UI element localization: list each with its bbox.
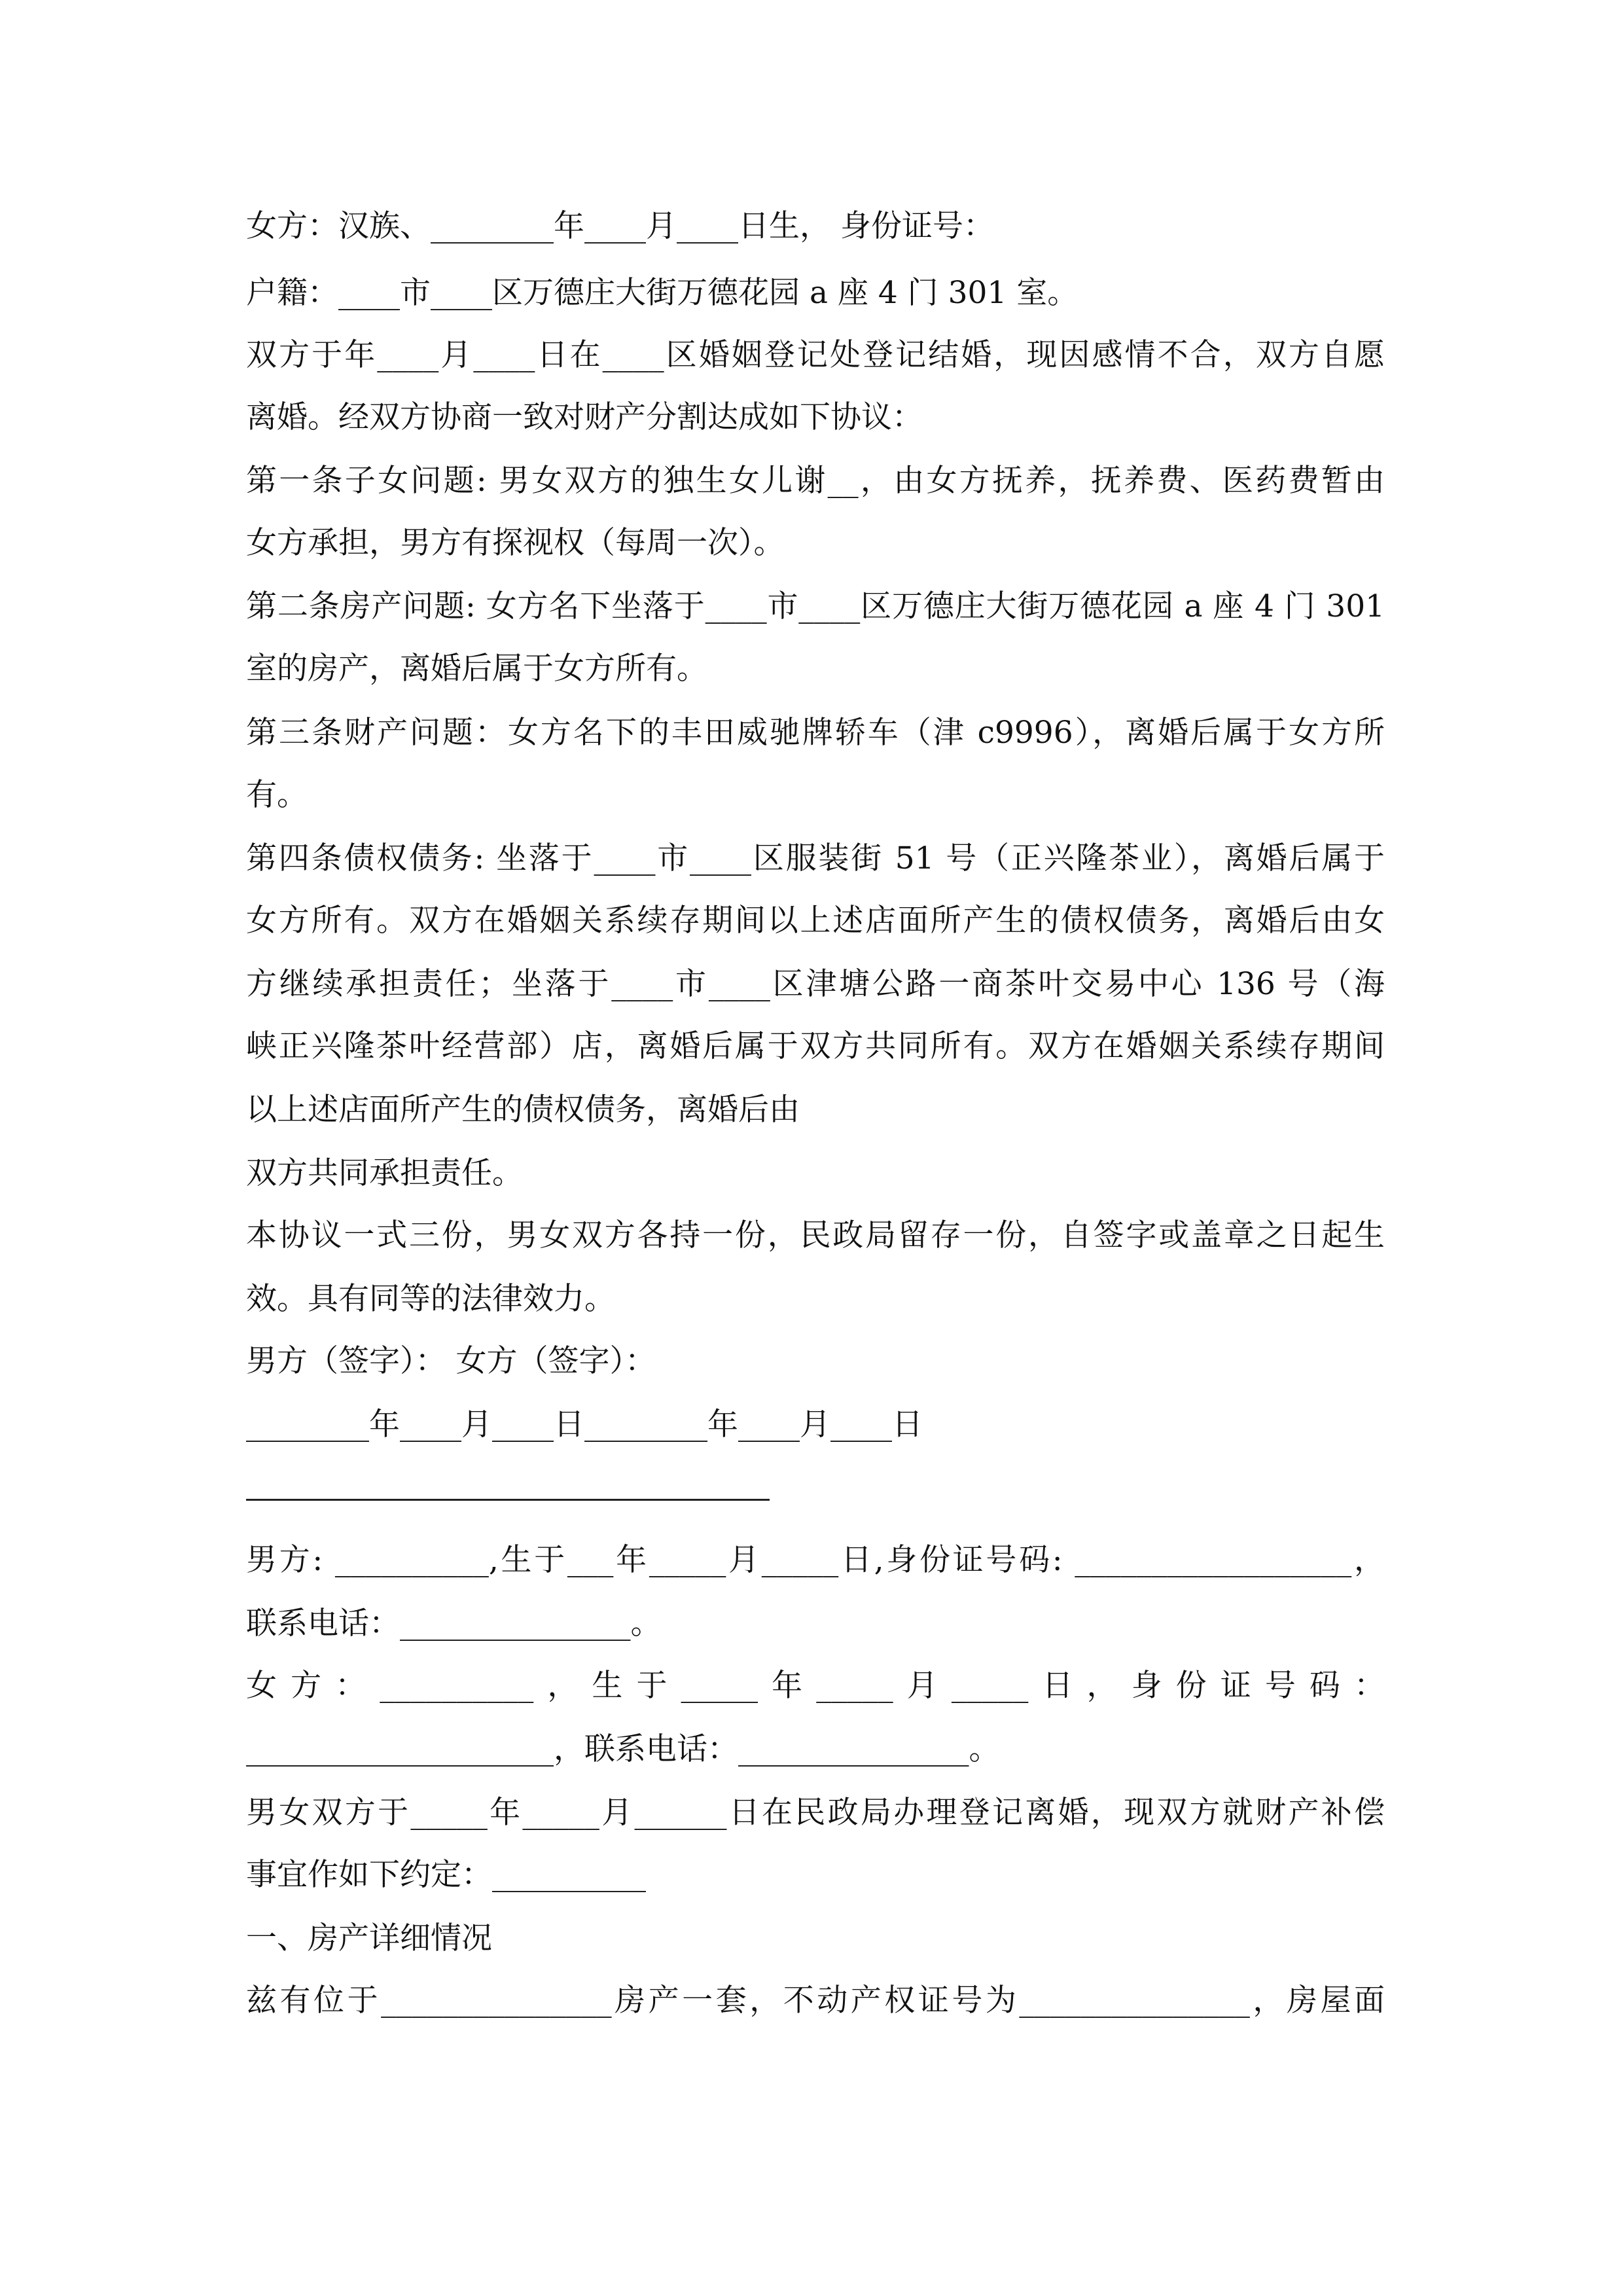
text-line-10: 有。 (246, 777, 308, 813)
text-line-16: 双方共同承担责任。 (246, 1155, 523, 1191)
separator-rule (246, 1499, 770, 1501)
signature-line: 男方（签字）： 女方（签字）： (246, 1343, 656, 1379)
section-heading: 一、房产详细情况 (246, 1920, 492, 1956)
text-line-7: 第二条房产问题: 女方名下坐落于____市____区万德庄大街万德花园 a 座 4 门 301 (246, 588, 1385, 624)
text-line-17: 本协议一式三份，男女双方各持一份，民政局留存一份，自签字或盖章之日起生 (246, 1217, 1385, 1253)
text-line-divorce-date: 男女双方于_____年_____月______日在民政局办理登记离婚，现双方就财产补偿 (246, 1795, 1385, 1831)
text-line-3: 双方于年____月____日在____区婚姻登记处登记结婚，现因感情不合，双方自愿 (246, 337, 1385, 373)
text-line-1: 女方：汉族、________年____月____日生， 身份证号： (246, 208, 994, 244)
text-line-11: 第四条债权债务: 坐落于____市____区服装街 51 号（正兴隆茶业），离婚后属于 (246, 840, 1385, 876)
text-line-2: 户籍：____市____区万德庄大街万德花园 a 座 4 门 301 室。 (246, 275, 1079, 311)
text-line-5: 第一条子女问题: 男女双方的独生女儿谢__，由女方抚养，抚养费、医药费暂由 (246, 463, 1385, 499)
text-line-property: 兹有位于_______________房产一套，不动产权证号为_______________，房屋面 (246, 1982, 1385, 2018)
text-line-female-info: 女方：__________，生于_____年_____月_____日，身份证号码： (246, 1668, 1385, 1704)
text-line-6: 女方承担，男方有探视权（每周一次）。 (246, 525, 785, 561)
date-line: ________年____月____日________年____月____日 (246, 1407, 923, 1443)
text-line-14: 峡正兴隆茶叶经营部）店，离婚后属于双方共同所有。双方在婚姻关系续存期间 (246, 1028, 1385, 1064)
text-line-male-info: 男方: __________,生于___年_____月_____日,身份证号码: __________________， (246, 1542, 1385, 1578)
text-line-13: 方继续承担责任；坐落于____市____区津塘公路一商茶叶交易中心 136 号（海 (246, 966, 1385, 1002)
text-line-12: 女方所有。双方在婚姻关系续存期间以上述店面所产生的债权债务，离婚后由女 (246, 903, 1385, 939)
text-line-male-phone: 联系电话：_______________。 (246, 1605, 662, 1641)
text-line-female-phone: ____________________，联系电话：_______________。 (246, 1731, 1000, 1767)
text-line-4: 离婚。经双方协商一致对财产分割达成如下协议： (246, 399, 923, 435)
text-line-agreement: 事宜作如下约定：__________ (246, 1857, 646, 1893)
text-line-15: 以上述店面所产生的债权债务，离婚后由 (246, 1092, 800, 1128)
text-line-8: 室的房产，离婚后属于女方所有。 (246, 651, 707, 687)
text-line-9: 第三条财产问题：女方名下的丰田威驰牌轿车（津 c9996），离婚后属于女方所 (246, 715, 1385, 751)
text-line-18: 效。具有同等的法律效力。 (246, 1281, 615, 1317)
